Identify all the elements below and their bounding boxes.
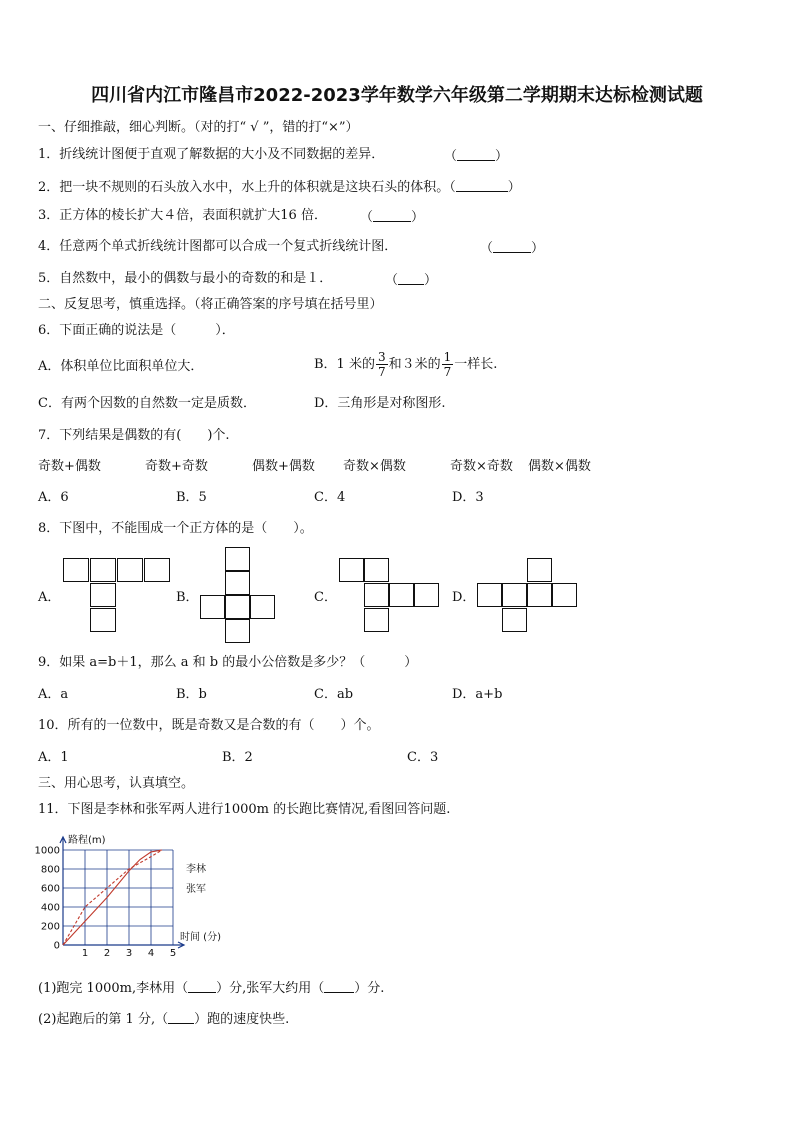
net-square	[250, 595, 275, 619]
question-4	[38, 240, 397, 253]
q6-option-d[interactable]: D．三角形是对称图形.	[314, 396, 446, 411]
answer-blank[interactable]	[493, 240, 531, 253]
q10-option-a[interactable]: A．1	[38, 750, 69, 765]
question-3	[38, 209, 327, 222]
question-10-stem: 10．所有的一位数中，既是奇数又是合数的有（ ）个。	[38, 718, 380, 733]
net-square	[527, 583, 552, 607]
q9-option-d[interactable]: D．a+b	[452, 687, 503, 702]
question-11-sub1: (1)跑完 1000m,李林用（ ）分,张军大约用（ ）分.	[38, 981, 385, 996]
q7-expr: 奇数+奇数	[145, 459, 208, 474]
fraction-1-7: $\frac{1}{7}$	[443, 350, 452, 379]
net-square	[502, 608, 527, 632]
chart-grid	[63, 850, 173, 945]
y-tick-label: 600	[40, 883, 60, 895]
q10-option-c[interactable]: C．3	[407, 750, 439, 765]
net-square	[364, 608, 389, 632]
y-tick-label: 800	[40, 864, 60, 876]
question-11-sub2: (2)起跑后的第 1 分,（ ）跑的速度快些.	[38, 1012, 290, 1027]
section1-heading: 一、仔细推敲，细心判断。（对的打“ √ ”，错的打“×”）	[38, 120, 359, 135]
question-2-text: 2．把一块不规则的石头放入水中，水上升的体积就是这块石头的体积。	[38, 180, 450, 195]
y-tick-label: 1000	[34, 845, 60, 857]
net-square	[200, 595, 225, 619]
y-tick-label: 200	[40, 921, 60, 933]
q9-option-b[interactable]: B．b	[176, 687, 207, 702]
net-square	[90, 608, 116, 632]
x-tick-label: 5	[169, 948, 177, 959]
q6-option-c[interactable]: C．有两个因数的自然数一定是质数．	[38, 396, 256, 411]
q8-label-d[interactable]: D．	[452, 590, 476, 605]
y-axis-label: 路程(m)	[68, 835, 106, 846]
chart-series	[63, 850, 162, 945]
net-square	[90, 583, 116, 607]
chart-tick-labels	[35, 846, 177, 960]
question-9-stem: 9．如果 a=b＋1，那么 a 和 b 的最小公倍数是多少？（ ）	[38, 655, 418, 670]
x-tick-label: 1	[81, 948, 89, 959]
q7-option-c[interactable]: C．4	[314, 490, 346, 505]
legend-item-lilin: 李林	[186, 864, 206, 875]
net-square	[225, 619, 250, 643]
net-square	[63, 558, 89, 582]
net-square	[225, 547, 250, 571]
question-1	[38, 148, 384, 161]
question-5	[38, 272, 332, 285]
answer-blank[interactable]	[398, 272, 424, 285]
q7-expr: 奇数×奇数	[450, 459, 513, 474]
answer-paren-3[interactable]: （ ）	[360, 210, 425, 225]
race-line-chart	[30, 830, 240, 960]
question-4-text: 4．任意两个单式折线统计图都可以合成一个复式折线统计图．	[38, 239, 398, 254]
question-2: 2．把一块不规则的石头放入水中，水上升的体积就是这块石头的体积。（ ）	[38, 180, 521, 195]
answer-blank[interactable]	[456, 179, 508, 192]
answer-blank[interactable]	[168, 1011, 194, 1024]
net-square	[364, 558, 389, 582]
net-square	[225, 595, 250, 619]
question-11-stem: 11．下图是李林和张军两人进行1000m 的长跑比赛情况,看图回答问题.	[38, 802, 451, 817]
q6-option-b[interactable]: B．1 米的 $\frac{3}{7}$ 和３米的 $\frac{1}{7}$ 一样长.	[314, 350, 498, 379]
question-8-stem: 8．下图中，不能围成一个正方体的是（ ）。	[38, 521, 313, 536]
net-square	[339, 558, 364, 582]
question-7-stem: 7．下列结果是偶数的有( )个.	[38, 428, 230, 443]
q9-option-a[interactable]: A．a	[38, 687, 69, 702]
section2-heading: 二、反复思考，慎重选择。（将正确答案的序号填在括号里）	[38, 297, 383, 312]
q7-expr: 偶数+偶数	[252, 459, 315, 474]
x-tick-label: 2	[103, 948, 111, 959]
question-6-stem: 6．下面正确的说法是（ ）．	[38, 323, 235, 338]
net-square	[225, 571, 250, 595]
y-tick-label: 400	[40, 902, 60, 914]
q8-label-a[interactable]: A．	[38, 590, 61, 605]
page-title: 四川省内江市隆昌市2022-2023学年数学六年级第二学期期末达标检测试题	[91, 85, 703, 106]
x-axis-label: 时间 (分)	[180, 932, 221, 943]
question-5-text: 5．自然数中，最小的偶数与最小的奇数的和是１．	[38, 271, 333, 286]
net-square	[414, 583, 439, 607]
answer-blank[interactable]	[324, 980, 354, 993]
x-tick-label: 4	[147, 948, 155, 959]
net-square	[117, 558, 143, 582]
legend-item-zhangjun: 张军	[186, 884, 206, 895]
question-1-text: 1．折线统计图便于直观了解数据的大小及不同数据的差异．	[38, 147, 385, 162]
series-line-zhangjun	[63, 850, 162, 945]
q6-option-a[interactable]: A．体积单位比面积单位大．	[38, 359, 204, 374]
fraction-3-7: $\frac{3}{7}$	[377, 350, 386, 379]
q7-option-b[interactable]: B．5	[176, 490, 207, 505]
q7-option-d[interactable]: D．3	[452, 490, 484, 505]
answer-paren-5[interactable]: （ ）	[385, 273, 438, 288]
q7-option-a[interactable]: A．6	[38, 490, 69, 505]
q7-expr: 奇数+偶数	[38, 459, 101, 474]
net-square	[144, 558, 170, 582]
net-square	[527, 558, 552, 582]
y-tick-label: 0	[53, 940, 60, 952]
net-square	[90, 558, 116, 582]
q7-expr: 偶数×偶数	[528, 459, 591, 474]
question-3-text: 3．正方体的棱长扩大４倍，表面积就扩大16 倍．	[38, 208, 327, 223]
net-square	[552, 583, 577, 607]
q10-option-b[interactable]: B．2	[222, 750, 253, 765]
series-line-lilin	[63, 850, 162, 945]
chart-axes	[60, 837, 184, 948]
net-square	[502, 583, 527, 607]
net-square	[389, 583, 414, 607]
q8-label-c[interactable]: C．	[314, 590, 337, 605]
q9-option-c[interactable]: C．ab	[314, 687, 354, 702]
q7-expr: 奇数×偶数	[343, 459, 406, 474]
answer-paren-4[interactable]: （ ）	[480, 241, 545, 256]
answer-blank[interactable]	[188, 980, 216, 993]
answer-blank[interactable]	[457, 148, 495, 161]
answer-blank[interactable]	[373, 209, 411, 222]
net-square	[364, 583, 389, 607]
net-square	[477, 583, 502, 607]
answer-paren-1[interactable]: （ ）	[444, 149, 509, 164]
section3-heading: 三、用心思考，认真填空。	[38, 776, 195, 791]
x-tick-label: 3	[125, 948, 133, 959]
q8-label-b[interactable]: B．	[176, 590, 199, 605]
